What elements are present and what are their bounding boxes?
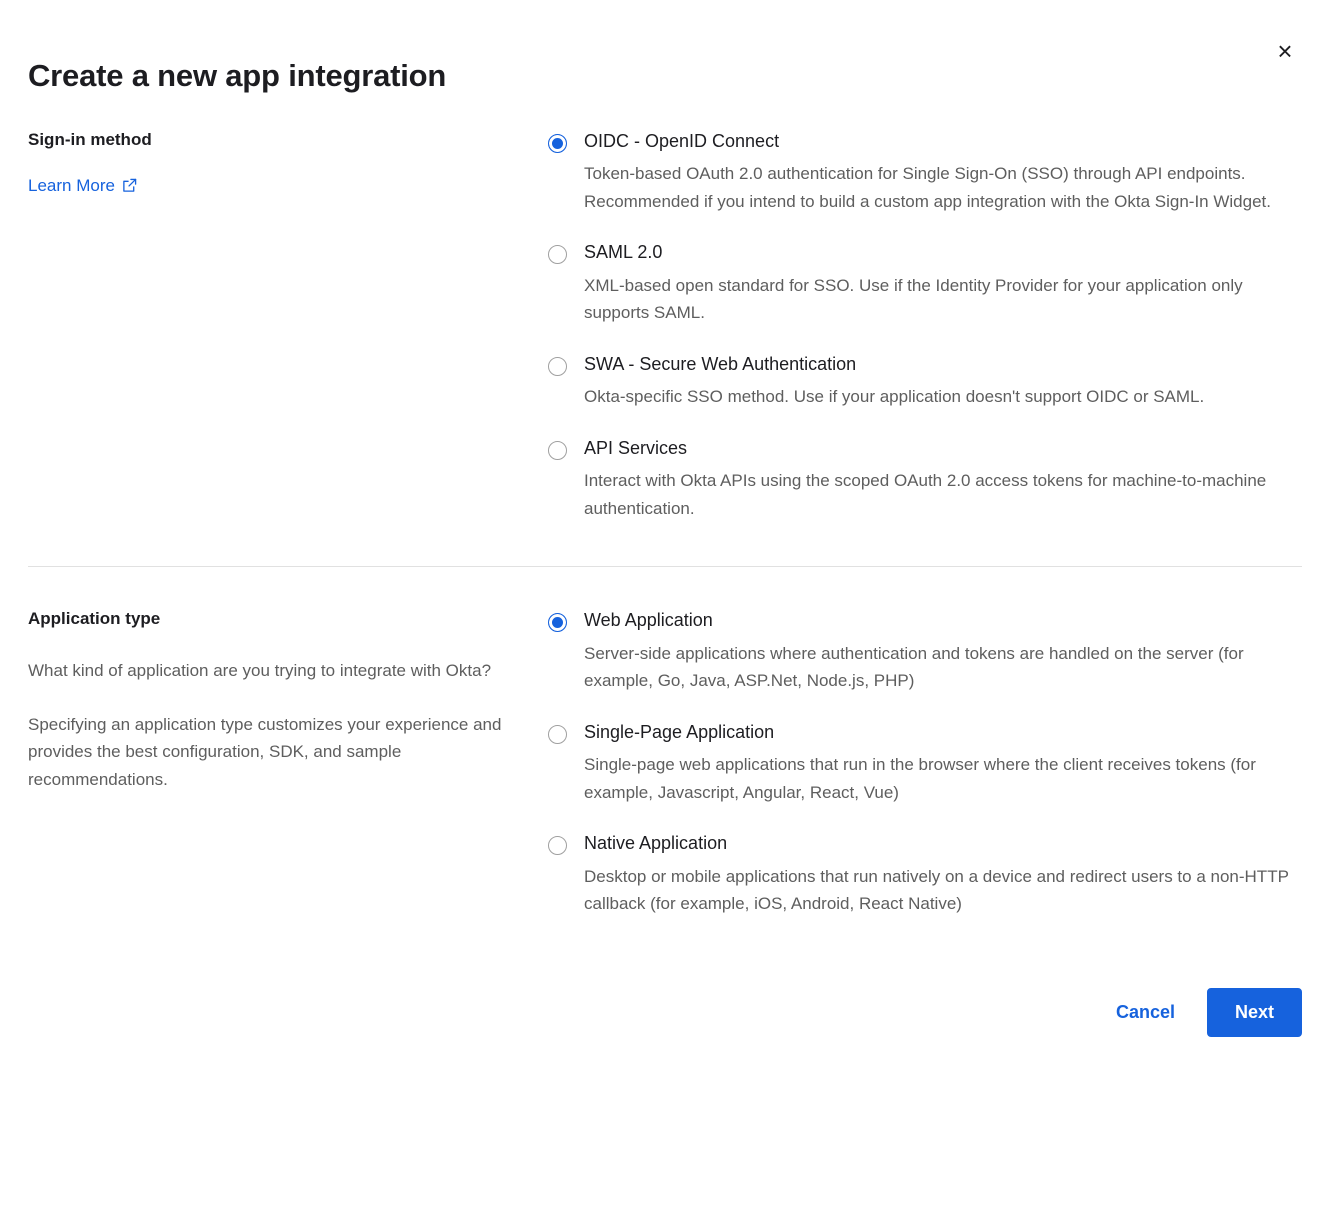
radio-api-services[interactable] — [548, 441, 567, 460]
option-native-application-body — [584, 832, 1302, 917]
section-divider — [28, 566, 1302, 567]
option-saml-body — [584, 241, 1302, 326]
radio-web-application[interactable] — [548, 613, 567, 632]
sign-in-method-section — [0, 128, 1332, 522]
application-type-helper-2: Specifying an application type customizes your experience and provides the best configuration, SDK, and sample recommendations. — [28, 714, 502, 789]
close-icon[interactable]: × — [1268, 34, 1302, 68]
option-native-application-title[interactable]: Native Application — [584, 833, 728, 854]
option-swa-body — [584, 353, 1302, 411]
option-web-application-body — [584, 609, 1302, 694]
option-single-page-application-desc: Single-page web applications that run in the browser where the client receives tokens (for example, Javascript, Angular, React, Vue) — [584, 755, 1256, 802]
option-oidc-body — [584, 130, 1302, 215]
option-saml-desc: XML-based open standard for SSO. Use if the Identity Provider for your application only supports SAML. — [584, 275, 1243, 323]
sign-in-method-label: Sign-in method — [28, 130, 152, 149]
option-single-page-application[interactable] — [548, 721, 1302, 806]
page-title: Create a new app integration — [28, 58, 447, 93]
option-swa-desc: Okta-specific SSO method. Use if your application doesn't support OIDC or SAML. — [584, 387, 1205, 407]
learn-more-label: Learn More — [28, 175, 115, 195]
option-saml-title[interactable]: SAML 2.0 — [584, 242, 663, 263]
radio-oidc[interactable] — [548, 134, 567, 153]
application-type-left — [28, 607, 548, 917]
option-oidc-title[interactable]: OIDC - OpenID Connect — [584, 131, 780, 151]
option-native-application-desc: Desktop or mobile applications that run natively on a device and redirect users to a non-HTTP callback (for example, iOS, Android, React Native) — [584, 866, 1289, 914]
radio-swa[interactable] — [548, 357, 567, 376]
dialog-footer — [0, 988, 1332, 1037]
option-web-application[interactable] — [548, 609, 1302, 694]
option-web-application-title[interactable]: Web Application — [584, 610, 713, 631]
option-saml[interactable] — [548, 241, 1302, 326]
option-api-services-body — [584, 437, 1302, 522]
radio-single-page-application[interactable] — [548, 725, 567, 744]
option-swa-title[interactable]: SWA - Secure Web Authentication — [584, 353, 857, 374]
option-api-services[interactable] — [548, 437, 1302, 522]
option-web-application-desc: Server-side applications where authentication and tokens are handled on the server (for example, Go, Java, ASP.Net, Node.js, PHP) — [584, 643, 1244, 691]
application-type-helper-1: What kind of application are you trying to integrate with Okta? — [28, 661, 492, 681]
option-oidc[interactable] — [548, 130, 1302, 215]
option-single-page-application-title[interactable]: Single-Page Application — [584, 721, 775, 742]
option-oidc-desc: Token-based OAuth 2.0 authentication for Single Sign-On (SSO) through API endpoints. Recommended if you intend to build a custom app integration with the Okta Sign-In Widget. — [584, 164, 1271, 211]
external-link-icon — [122, 178, 137, 193]
option-single-page-application-body — [584, 721, 1302, 806]
radio-native-application[interactable] — [548, 836, 567, 855]
sign-in-method-left — [28, 128, 548, 522]
option-swa[interactable] — [548, 353, 1302, 411]
application-type-label: Application type — [28, 609, 161, 629]
radio-saml[interactable] — [548, 245, 567, 264]
cancel-button[interactable]: Cancel — [1110, 992, 1181, 1033]
learn-more-link[interactable] — [28, 176, 137, 196]
application-type-options — [548, 607, 1302, 917]
option-native-application[interactable] — [548, 832, 1302, 917]
application-type-section — [0, 607, 1332, 917]
option-api-services-title[interactable]: API Services — [584, 437, 688, 458]
option-api-services-desc: Interact with Okta APIs using the scoped OAuth 2.0 access tokens for machine-to-machine authentication. — [584, 471, 1267, 518]
next-button[interactable]: Next — [1207, 988, 1302, 1037]
sign-in-method-options — [548, 128, 1302, 522]
